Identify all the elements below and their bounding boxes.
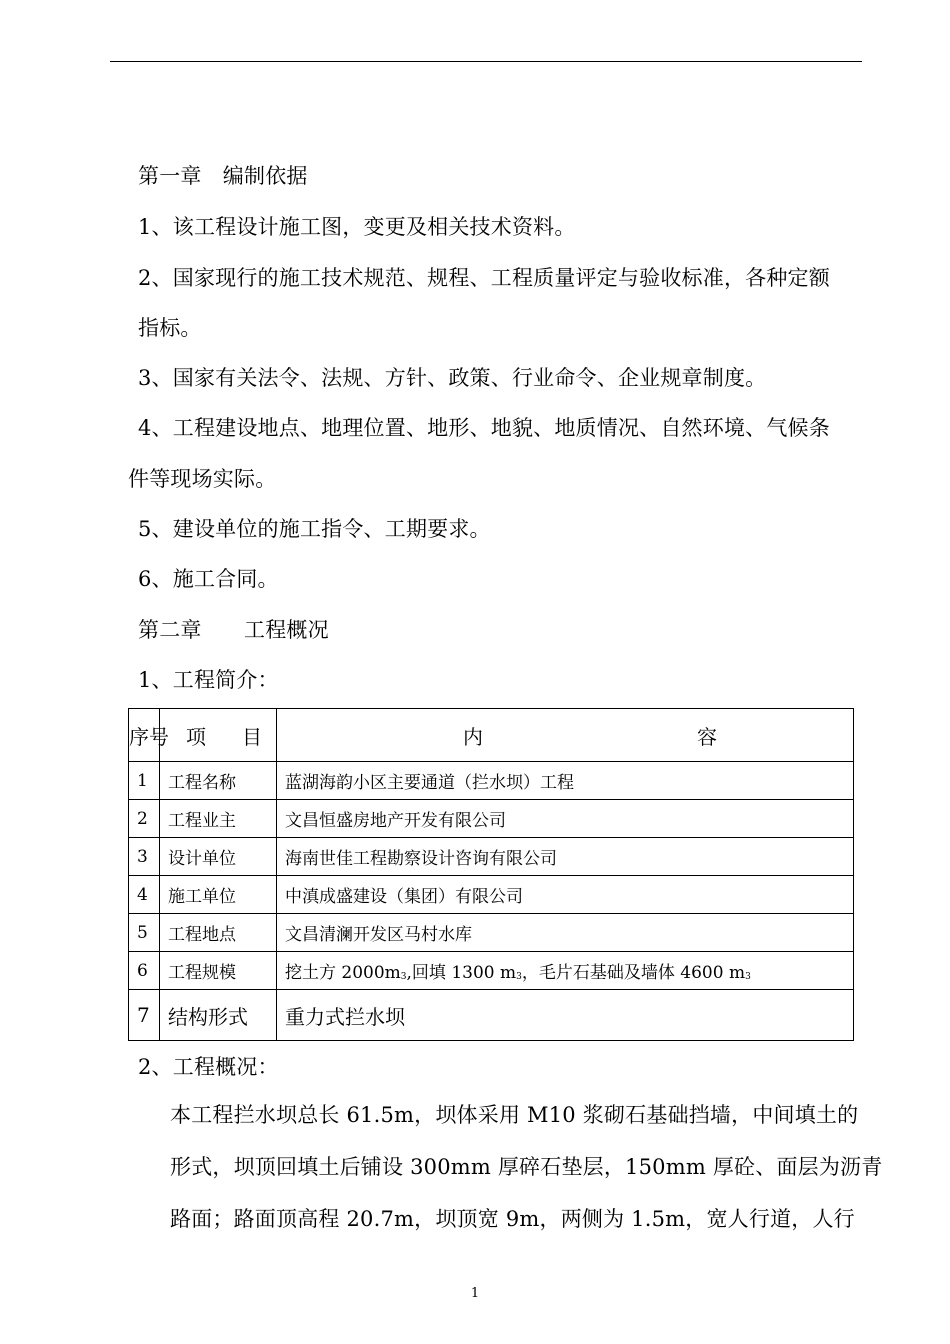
row-num: 6 — [129, 952, 160, 990]
row-content: 海南世佳工程勘察设计咨询有限公司 — [277, 838, 854, 876]
page-number: 1 — [470, 1286, 480, 1301]
chapter2-title: 第二章 工程概况 — [138, 618, 329, 642]
header-rule — [110, 61, 862, 62]
table-header-row — [129, 709, 854, 762]
row-item: 工程业主 — [160, 800, 277, 838]
project-info-table — [128, 708, 854, 1041]
row-item: 结构形式 — [160, 990, 277, 1041]
row-item: 施工单位 — [160, 876, 277, 914]
section1-title: 1、工程简介： — [138, 668, 279, 692]
basis-item-3: 3、国家有关法令、法规、方针、政策、行业命令、企业规章制度。 — [138, 366, 767, 390]
row-num: 4 — [129, 876, 160, 914]
overview-line-1: 本工程拦水坝总长 61.5m，坝体采用 M10 浆砌石基础挡墙，中间填土的 — [170, 1103, 859, 1127]
table-row — [129, 952, 854, 990]
row-num: 2 — [129, 800, 160, 838]
row-content-scale — [277, 952, 854, 990]
table-row — [129, 762, 854, 800]
table-row — [129, 838, 854, 876]
table-row — [129, 914, 854, 952]
row-item: 工程名称 — [160, 762, 277, 800]
scale-part: ,回填 1300 m — [406, 963, 517, 983]
header-item-a: 项 — [186, 724, 206, 749]
row-item: 工程地点 — [160, 914, 277, 952]
row-content: 文昌清澜开发区马村水库 — [277, 914, 854, 952]
overview-line-3: 路面；路面顶高程 20.7m，坝顶宽 9m，两侧为 1.5m，宽人行道，人行 — [170, 1207, 855, 1231]
basis-item-4-cont: 件等现场实际。 — [128, 467, 277, 491]
unit-superscript: 3 — [400, 972, 407, 982]
section2-title: 2、工程概况： — [138, 1055, 279, 1079]
header-content — [277, 709, 854, 762]
row-content: 重力式拦水坝 — [277, 990, 854, 1041]
unit-superscript: 3 — [516, 972, 522, 982]
header-content-b: 容 — [697, 724, 717, 749]
table-row — [129, 990, 854, 1041]
header-item-b: 目 — [242, 724, 262, 749]
row-item: 工程规模 — [160, 952, 277, 990]
chapter1-title: 第一章 编制依据 — [138, 164, 308, 188]
header-item — [160, 709, 277, 762]
overview-line-2: 形式，坝顶回填土后铺设 300mm 厚碎石垫层，150mm 厚砼、面层为沥青 — [170, 1155, 883, 1179]
scale-part: 挖土方 2000m — [285, 963, 401, 983]
basis-item-1: 1、该工程设计施工图，变更及相关技术资料。 — [138, 215, 576, 239]
row-content: 文昌恒盛房地产开发有限公司 — [277, 800, 854, 838]
table-row — [129, 876, 854, 914]
basis-item-6: 6、施工合同。 — [138, 567, 279, 591]
basis-item-2: 2、国家现行的施工技术规范、规程、工程质量评定与验收标准，各种定额 — [138, 266, 830, 290]
scale-part: ，毛片石基础及墙体 4600 m — [521, 963, 746, 983]
basis-item-5: 5、建设单位的施工指令、工期要求。 — [138, 517, 491, 541]
unit-superscript: 3 — [745, 972, 751, 982]
row-num: 1 — [129, 762, 160, 800]
header-content-a: 内 — [463, 724, 483, 749]
row-content: 蓝湖海韵小区主要通道（拦水坝）工程 — [277, 762, 854, 800]
row-item: 设计单位 — [160, 838, 277, 876]
header-num: 序号 — [129, 709, 160, 762]
row-num: 5 — [129, 914, 160, 952]
row-num: 3 — [129, 838, 160, 876]
table-row — [129, 800, 854, 838]
row-num: 7 — [129, 990, 160, 1041]
basis-item-2-cont: 指标。 — [138, 316, 202, 340]
basis-item-4: 4、工程建设地点、地理位置、地形、地貌、地质情况、自然环境、气候条 — [138, 416, 830, 440]
row-content: 中滇成盛建设（集团）有限公司 — [277, 876, 854, 914]
